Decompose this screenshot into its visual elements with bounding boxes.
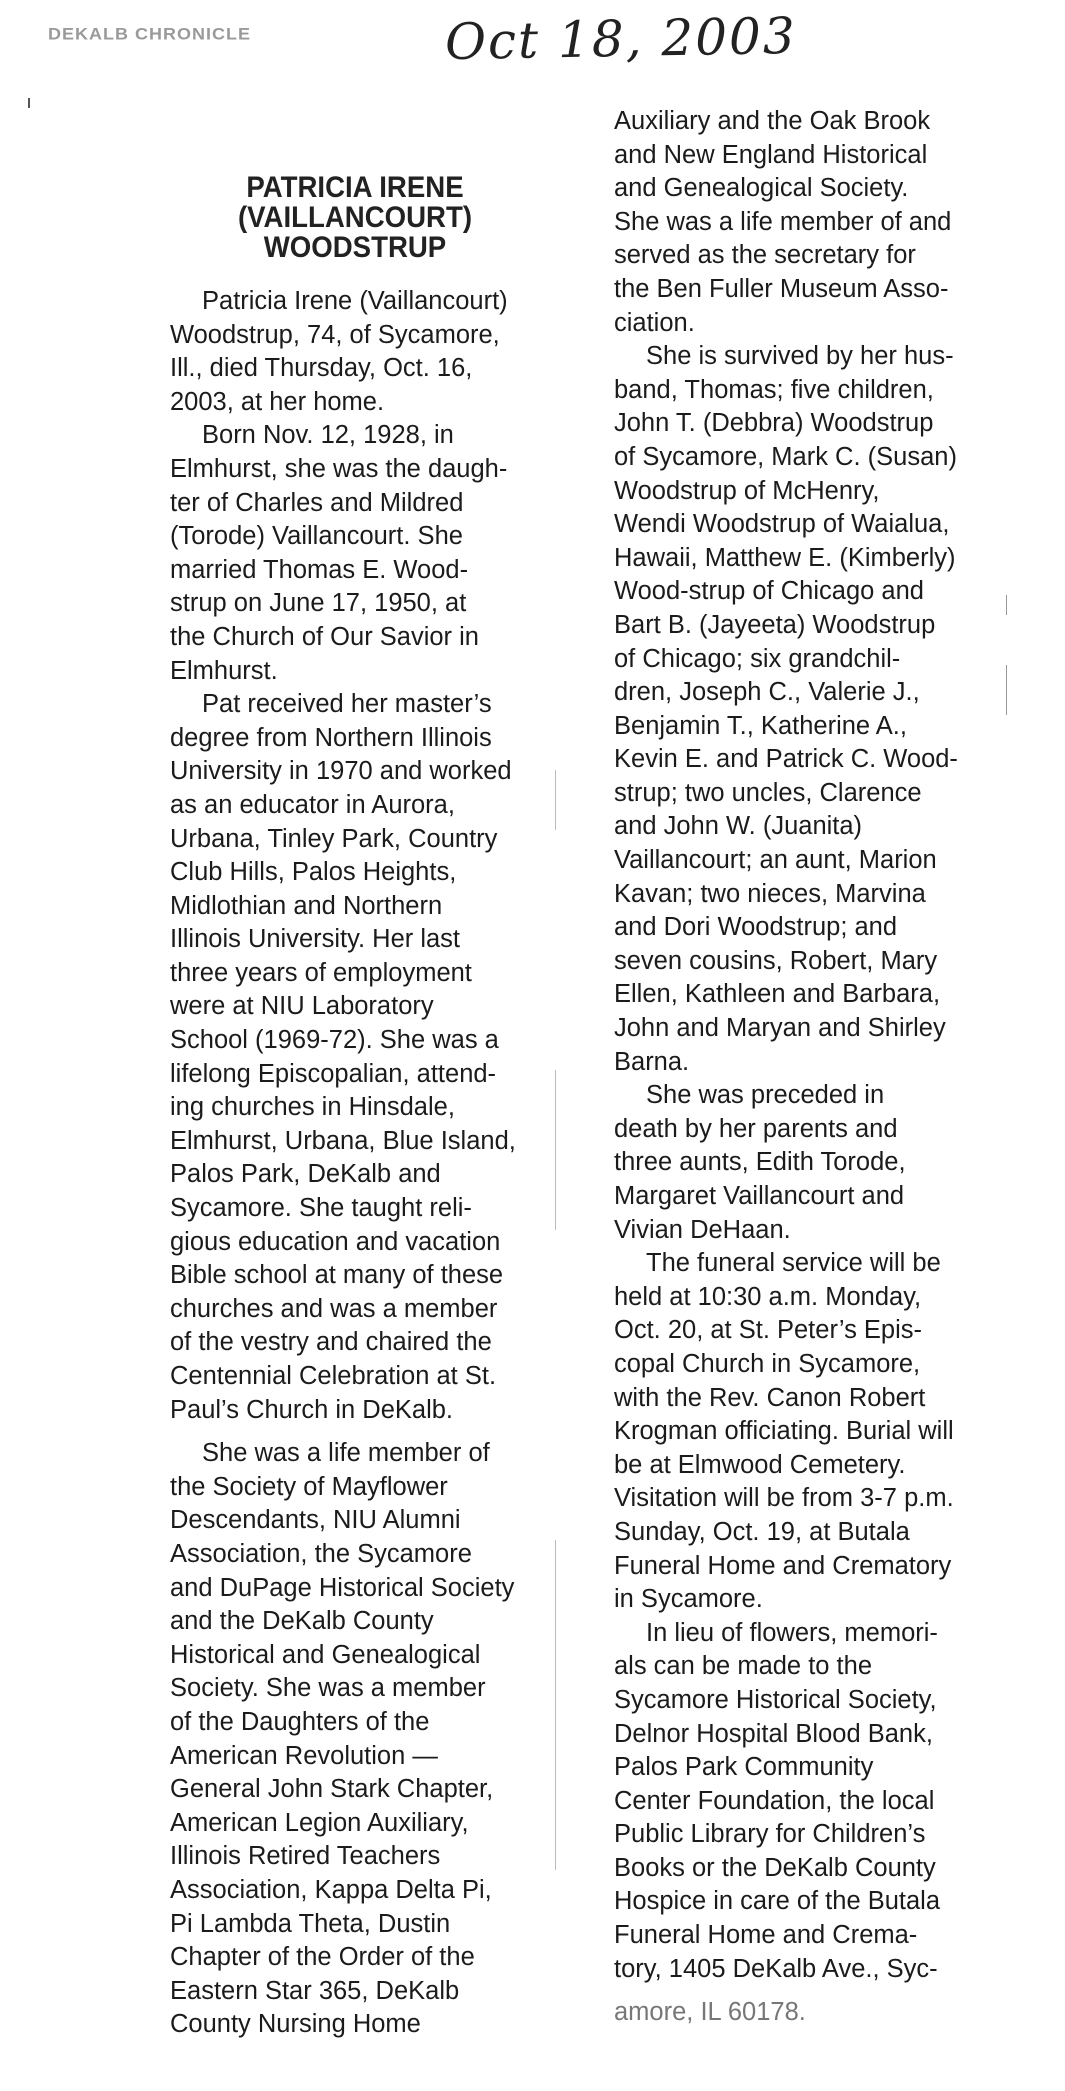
text-line: Paul’s Church in DeKalb.	[170, 1395, 454, 1424]
text-line: gious education and vacation	[170, 1227, 501, 1256]
text-line: Vivian DeHaan.	[614, 1215, 791, 1244]
text-line: of Sycamore, Mark C. (Susan)	[614, 442, 957, 471]
text-line: John and Maryan and Shirley	[614, 1014, 946, 1043]
text-line: of Chicago; six grandchil-	[614, 644, 901, 673]
text-line: Auxiliary and the Oak Brook	[614, 107, 931, 135]
handwritten-date: Oct 18, 2003	[444, 6, 798, 72]
left-column	[170, 285, 530, 2042]
right-column	[614, 105, 1014, 2030]
text-line: and John W. (Juanita)	[614, 812, 863, 841]
text-line: Delnor Hospital Blood Bank,	[614, 1719, 933, 1748]
text-line: strup on June 17, 1950, at	[170, 589, 467, 618]
text-line: Society. She was a member	[170, 1674, 486, 1703]
text-line: The funeral service will be	[646, 1249, 941, 1278]
text-line: Pat received her master’s	[202, 690, 492, 719]
text-line: Eastern Star 365, DeKalb	[170, 1976, 460, 2005]
text-line: Born Nov. 12, 1928, in	[202, 421, 454, 450]
text-line: Illinois University. Her last	[170, 925, 461, 954]
text-line: (Torode) Vaillancourt. She	[170, 522, 463, 551]
text-line: Elmhurst, she was the daugh-	[170, 454, 508, 483]
text-line: ter of Charles and Mildred	[170, 488, 464, 517]
text-line: Funeral Home and Crematory	[614, 1551, 952, 1580]
text-line: Urbana, Tinley Park, Country	[170, 824, 498, 853]
text-line: Hospice in care of the Butala	[614, 1887, 941, 1916]
text-line: copal Church in Sycamore,	[614, 1349, 921, 1378]
text-line: She is survived by her hus-	[646, 342, 954, 371]
text-line: lifelong Episcopalian, attend-	[170, 1059, 497, 1088]
text-line: Oct. 20, at St. Peter’s Epis-	[614, 1316, 923, 1345]
obituary-headline	[185, 173, 525, 263]
text-line: Historical and Genealogical	[170, 1640, 481, 1669]
text-line: churches and was a member	[170, 1294, 498, 1323]
text-line: Wendi Woodstrup of Waialua,	[614, 510, 950, 539]
text-line: Barna.	[614, 1047, 690, 1076]
text-line: Pi Lambda Theta, Dustin	[170, 1909, 451, 1938]
text-line: Vaillancourt; an aunt, Marion	[614, 846, 937, 875]
text-line: Benjamin T., Katherine A.,	[614, 711, 907, 740]
text-line: American Legion Auxiliary,	[170, 1808, 469, 1837]
newspaper-masthead: DEKALB CHRONICLE	[48, 25, 251, 44]
text-line: ing churches in Hinsdale,	[170, 1093, 455, 1122]
text-line: served as the secretary for	[614, 241, 916, 270]
text-line: Kavan; two nieces, Marvina	[614, 879, 926, 908]
text-line: Chapter of the Order of the	[170, 1943, 475, 1972]
text-line: Bart B. (Jayeeta) Woodstrup	[614, 610, 936, 639]
text-line: Public Library for Children’s	[614, 1820, 926, 1849]
text-line: Funeral Home and Crema-	[614, 1921, 918, 1950]
text-line: Elmhurst, Urbana, Blue Island,	[170, 1126, 516, 1155]
text-line: Hawaii, Matthew E. (Kimberly)	[614, 543, 956, 572]
text-line: Palos Park, DeKalb and	[170, 1160, 441, 1189]
text-line: and Dori Woodstrup; and	[614, 913, 898, 942]
text-line: the Ben Fuller Museum Asso-	[614, 274, 949, 303]
text-line: of the Daughters of the	[170, 1707, 430, 1736]
text-line: She was a life member of and	[614, 207, 952, 236]
text-line: amore, IL 60178.	[614, 1998, 806, 2027]
text-line: the Society of Mayflower	[170, 1472, 448, 1501]
text-line: Margaret Vaillancourt and	[614, 1182, 905, 1210]
text-line: General John Stark Chapter,	[170, 1775, 494, 1804]
text-line: Bible school at many of these	[170, 1261, 504, 1290]
text-line: Woodstrup of McHenry,	[614, 476, 880, 505]
text-line: ciation.	[614, 308, 695, 337]
text-line: three years of employment	[170, 958, 472, 987]
text-line: 2003, at her home.	[170, 387, 385, 416]
text-line: dren, Joseph C., Valerie J.,	[614, 678, 920, 707]
text-line: Association, Kappa Delta Pi,	[170, 1875, 492, 1904]
text-line: als can be made to the	[614, 1652, 873, 1681]
text-line: County Nursing Home	[170, 2010, 421, 2039]
text-line: as an educator in Aurora,	[170, 790, 455, 819]
text-line: with the Rev. Canon Robert	[614, 1383, 926, 1412]
text-line: In lieu of flowers, memori-	[646, 1618, 938, 1647]
text-line: seven cousins, Robert, Mary	[614, 946, 938, 975]
text-line: Krogman officiating. Burial will	[614, 1417, 954, 1446]
text-line: Visitation will be from 3-7 p.m.	[614, 1484, 954, 1513]
text-line: Woodstrup, 74, of Sycamore,	[170, 320, 500, 349]
text-line: Elmhurst.	[170, 656, 278, 685]
headline-line: (VAILLANCOURT)	[237, 201, 473, 234]
text-line: tory, 1405 DeKalb Ave., Syc-	[614, 1954, 938, 1983]
column-rule	[555, 770, 556, 830]
text-line: School (1969-72). She was a	[170, 1026, 499, 1055]
text-line: Sycamore. She taught reli-	[170, 1194, 472, 1223]
text-line: Ill., died Thursday, Oct. 16,	[170, 354, 473, 383]
headline-line: PATRICIA IRENE	[246, 171, 464, 204]
text-line: and the DeKalb County	[170, 1607, 434, 1636]
text-line: Books or the DeKalb County	[614, 1853, 936, 1882]
text-line: Palos Park Community	[614, 1753, 874, 1782]
text-line: Sunday, Oct. 19, at Butala	[614, 1517, 910, 1546]
text-line: Club Hills, Palos Heights,	[170, 858, 457, 887]
text-line: Center Foundation, the local	[614, 1786, 935, 1815]
text-line: Centennial Celebration at St.	[170, 1362, 497, 1390]
text-line: be at Elmwood Cemetery.	[614, 1450, 906, 1479]
text-line: Descendants, NIU Alumni	[170, 1506, 461, 1535]
text-line: She was preceded in	[646, 1081, 885, 1110]
text-line: held at 10:30 a.m. Monday,	[614, 1282, 922, 1311]
text-line: Kevin E. and Patrick C. Wood-	[614, 745, 958, 774]
text-line: Association, the Sycamore	[170, 1539, 472, 1568]
text-line: were at NIU Laboratory	[170, 992, 434, 1021]
headline-line: WOODSTRUP	[263, 231, 447, 264]
text-line: and DuPage Historical Society	[170, 1573, 515, 1602]
text-line: Sycamore Historical Society,	[614, 1685, 937, 1714]
text-line: three aunts, Edith Torode,	[614, 1148, 906, 1177]
text-line: and Genealogical Society.	[614, 174, 909, 203]
text-line: of the vestry and chaired the	[170, 1328, 492, 1357]
text-line: Patricia Irene (Vaillancourt)	[202, 287, 508, 315]
text-line: degree from Northern Illinois	[170, 723, 492, 752]
text-line: and New England Historical	[614, 140, 928, 169]
text-line: Ellen, Kathleen and Barbara,	[614, 980, 941, 1009]
text-line: She was a life member of	[202, 1439, 490, 1468]
text-line: strup; two uncles, Clarence	[614, 778, 922, 807]
scan-mark	[28, 98, 30, 108]
text-line: the Church of Our Savior in	[170, 622, 479, 651]
text-line: American Revolution —	[170, 1741, 438, 1770]
text-line: Midlothian and Northern	[170, 891, 443, 920]
column-rule	[555, 1540, 556, 1870]
text-line: married Thomas E. Wood-	[170, 555, 469, 584]
text-line: University in 1970 and worked	[170, 757, 512, 786]
text-line: Illinois Retired Teachers	[170, 1842, 441, 1871]
text-line: in Sycamore.	[614, 1585, 763, 1614]
text-line: Wood-strup of Chicago and	[614, 577, 924, 606]
text-line: John T. (Debbra) Woodstrup	[614, 409, 934, 438]
column-rule	[555, 1070, 556, 1230]
text-line: band, Thomas; five children,	[614, 375, 934, 404]
text-line: death by her parents and	[614, 1114, 898, 1143]
